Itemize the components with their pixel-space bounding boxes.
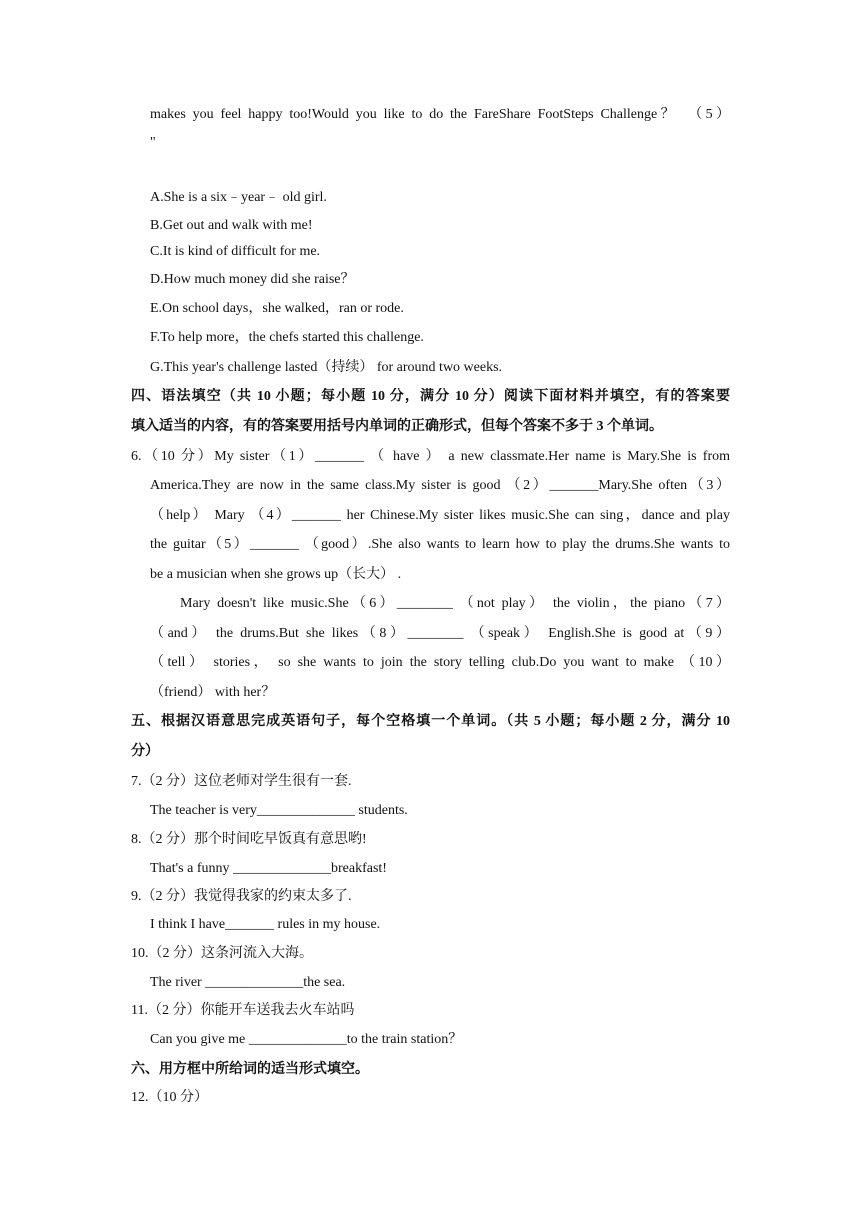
q6-line-1: 6.（10 分）My sister（1）_______ （ have ） a new classmate.Her name is Mary.She is from <box>131 449 730 464</box>
section5-heading: 五、根据汉语意思完成英语句子，每个空格填一个单词。（共 5 小题；每小题 2 分，满分 10 <box>131 714 730 729</box>
q8-sentence: That's a funny ______________breakfast! <box>150 861 387 876</box>
q6-line-2: America.They are now in the same class.My sister is good （2）_______Mary.She often（3） <box>150 478 730 493</box>
option-f: F.To help more，the chefs started this challenge. <box>150 330 424 345</box>
q10-prompt: 10.（2 分）这条河流入大海。 <box>131 946 313 961</box>
q6-line-8: （tell） stories， so she wants to join the story telling club.Do you want to make （10） <box>150 655 730 670</box>
q9-sentence: I think I have_______ rules in my house. <box>150 917 381 932</box>
q7-sentence: The teacher is very______________ students. <box>150 803 408 818</box>
option-g: G.This year's challenge lasted（持续） for around two weeks. <box>150 360 503 375</box>
q11-sentence: Can you give me ______________to the train station？ <box>150 1032 463 1047</box>
passage-quote-mark: " <box>150 135 156 150</box>
q6-line-6: Mary doesn't like music.She（6）________ （not play） the violin，the piano（7） <box>180 596 730 611</box>
q11-prompt: 11.（2 分）你能开车送我去火车站吗 <box>131 1003 355 1018</box>
section4-heading-cont: 填入适当的内容，有的答案要用括号内单词的正确形式，但每个答案不多于 3 个单词。 <box>131 419 663 434</box>
q8-prompt: 8.（2 分）那个时间吃早饭真有意思哟! <box>131 832 367 847</box>
option-a: A.She is a six﹣year﹣ old girl. <box>150 190 327 205</box>
section6-heading: 六、用方框中所给词的适当形式填空。 <box>131 1062 369 1077</box>
option-d: D.How much money did she raise？ <box>150 272 355 287</box>
passage-line: makes you feel happy too!Would you like to do the FareShare FootSteps Challenge？ （5） <box>150 107 730 122</box>
option-c: C.It is kind of difficult for me. <box>150 244 321 259</box>
section5-heading-cont: 分） <box>131 744 159 759</box>
q12-prompt: 12.（10 分） <box>131 1090 208 1105</box>
option-b: B.Get out and walk with me! <box>150 218 313 233</box>
option-e: E.On school days，she walked，ran or rode. <box>150 301 404 316</box>
q6-line-5: be a musician when she grows up（长大） . <box>150 567 402 582</box>
q6-line-4: the guitar（5）_______ （good）.She also wants to learn how to play the drums.She wants to <box>150 537 730 552</box>
q6-line-7: （and） the drums.But she likes（8）________ （speak） English.She is good at（9） <box>150 626 730 641</box>
q10-sentence: The river ______________the sea. <box>150 975 346 990</box>
q9-prompt: 9.（2 分）我觉得我家的约束太多了. <box>131 889 352 904</box>
section4-heading: 四、语法填空（共 10 小题；每小题 10 分，满分 10 分）阅读下面材料并填空，有的答案要 <box>131 389 730 404</box>
q6-line-3: （help） Mary （4）_______ her Chinese.My sister likes music.She can sing，dance and play <box>150 508 730 523</box>
q7-prompt: 7.（2 分）这位老师对学生很有一套. <box>131 774 352 789</box>
q6-line-9: （friend） with her？ <box>150 685 276 700</box>
